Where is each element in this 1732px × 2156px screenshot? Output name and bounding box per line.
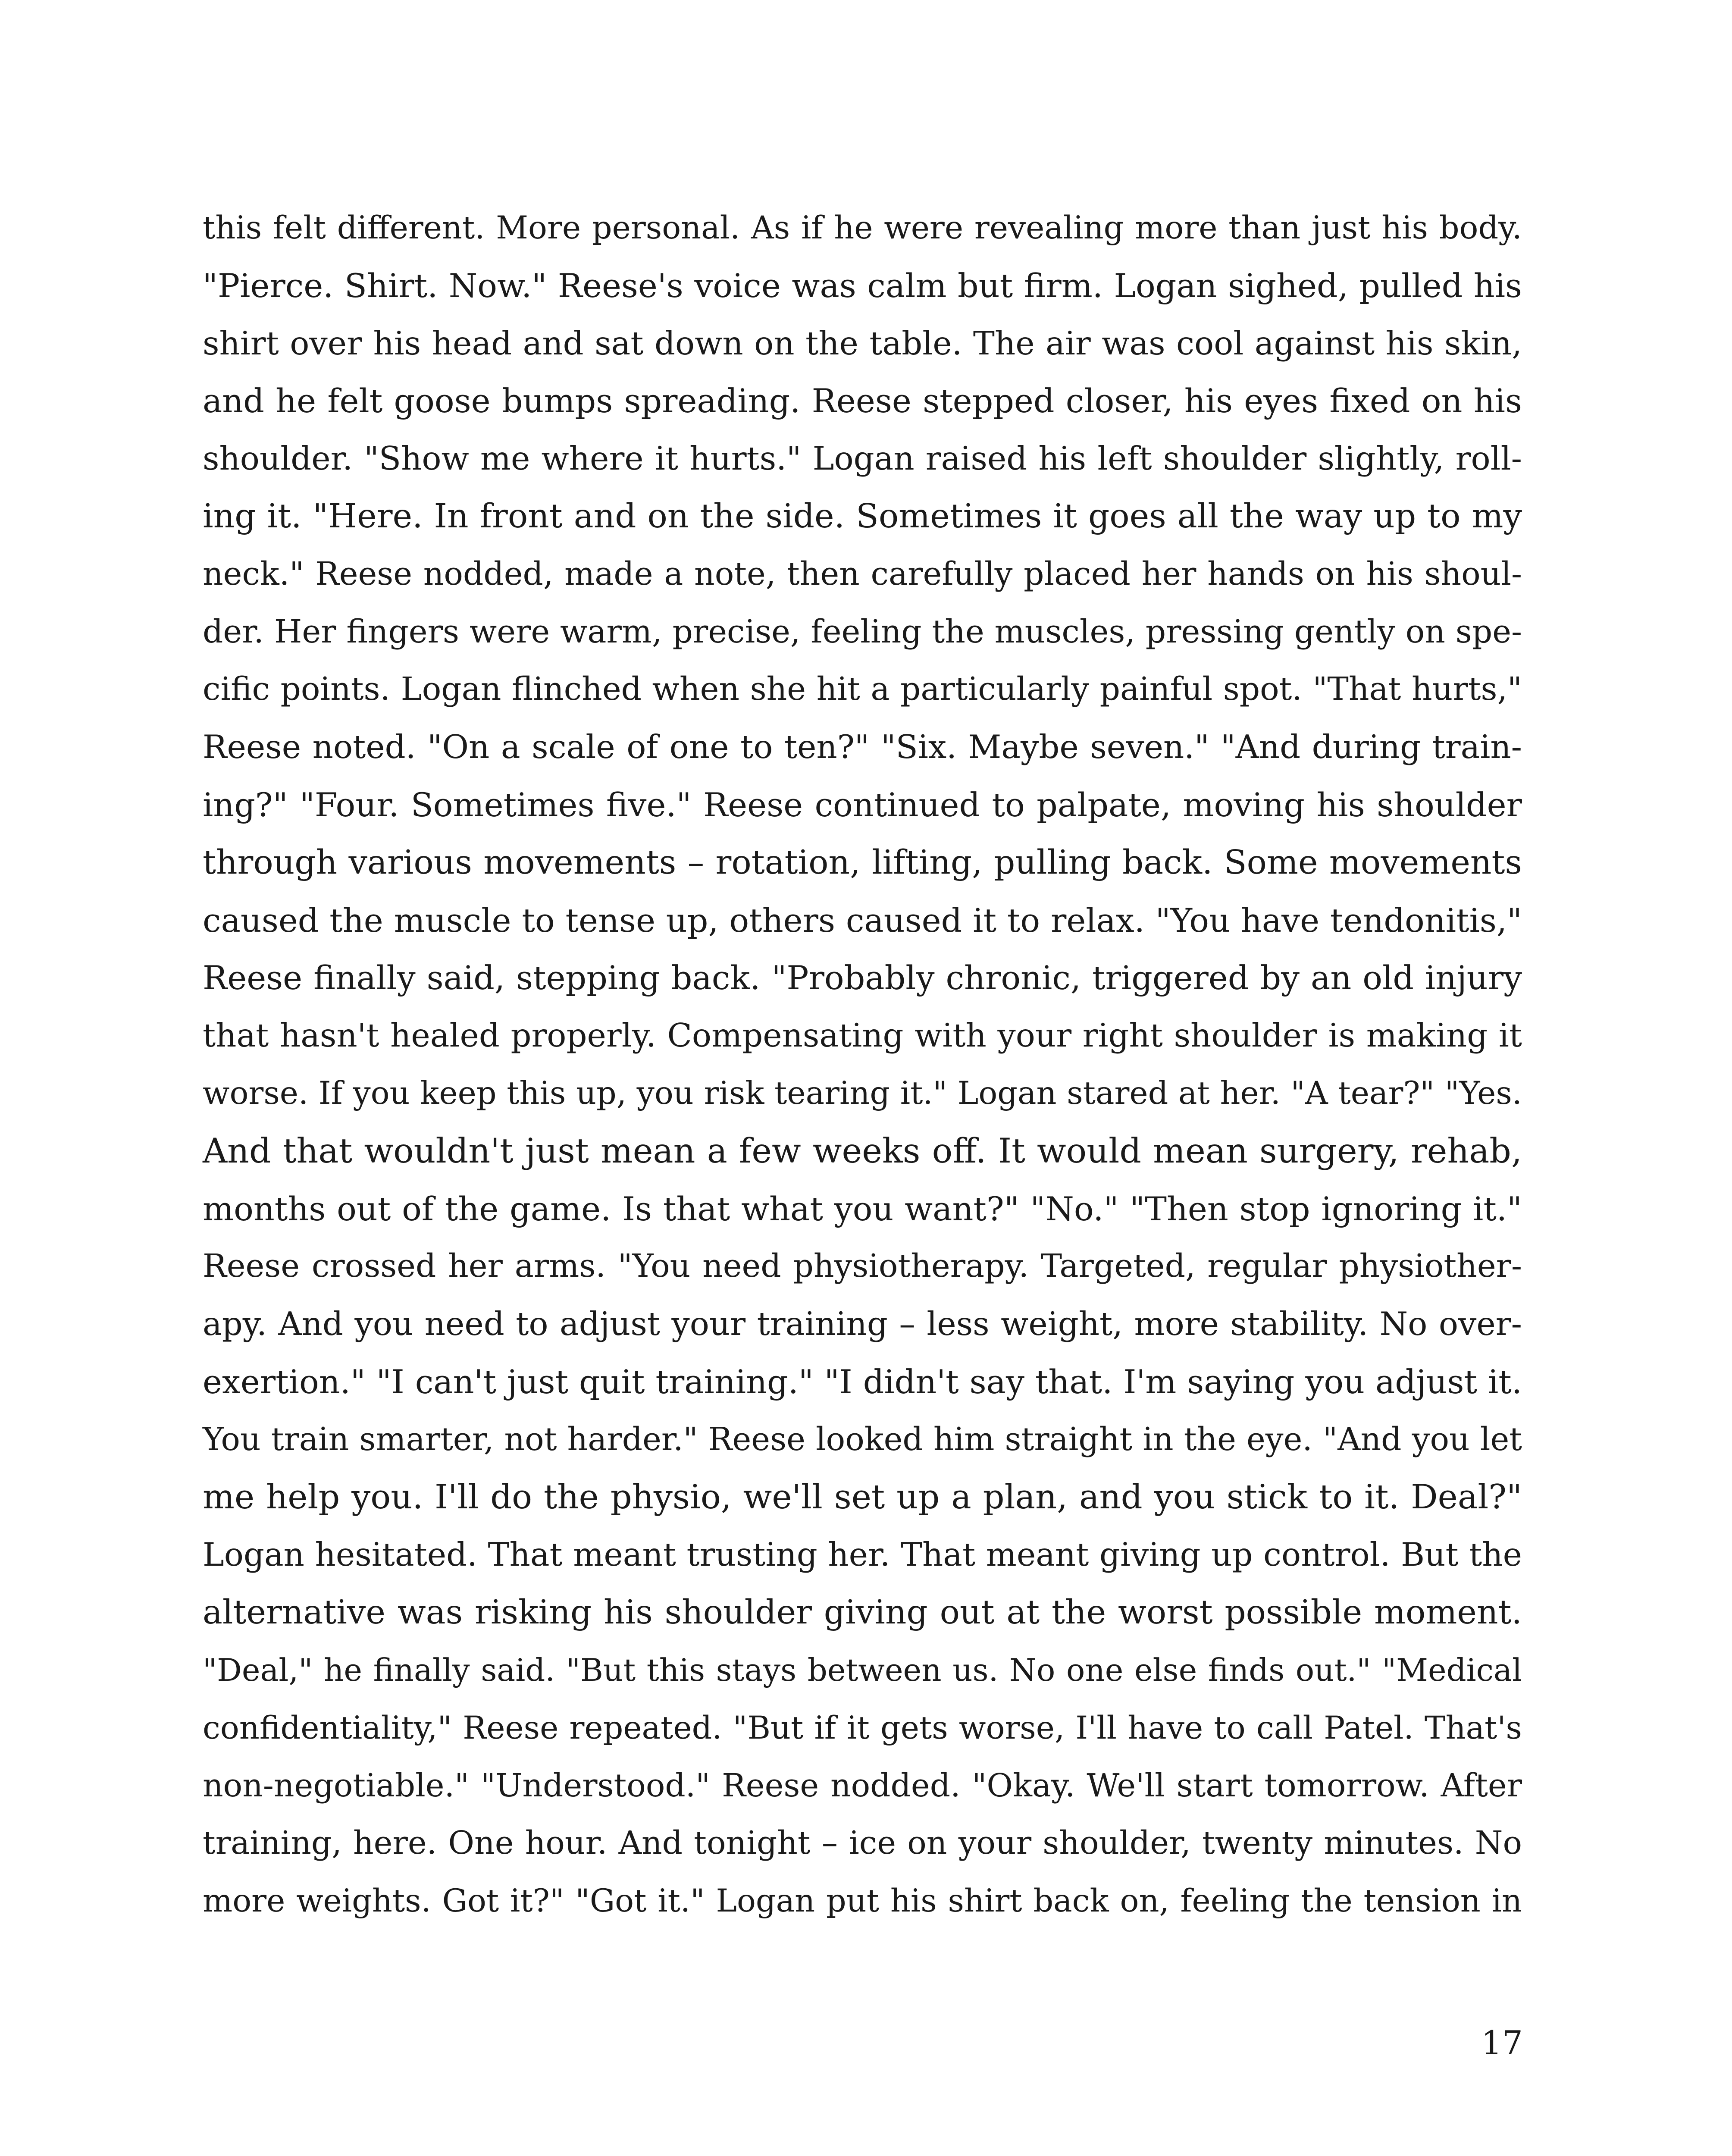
text-line: neck." Reese nodded, made a note, then carefully placed her hands on his shoul-	[203, 555, 1522, 592]
text-line: this felt different. More personal. As if he were revealing more than just his body.	[203, 210, 1522, 246]
text-line: Logan hesitated. That meant trusting her. That meant giving up control. But the	[203, 1536, 1522, 1574]
text-line: that hasn't healed properly. Compensating with your right shoulder is making it	[203, 1016, 1522, 1055]
text-line: shirt over his head and sat down on the table. The air was cool against his skin,	[203, 324, 1522, 362]
page-number: 17	[1481, 2024, 1523, 2062]
text-line: Reese noted. "On a scale of one to ten?" "Six. Maybe seven." "And during train-	[203, 728, 1522, 766]
text-line: training, here. One hour. And tonight – ice on your shoulder, twenty minutes. No	[203, 1824, 1522, 1862]
text-line: Reese crossed her arms. "You need physiotherapy. Targeted, regular physiother-	[203, 1247, 1522, 1285]
text-line: alternative was risking his shoulder giving out at the worst possible moment.	[203, 1593, 1522, 1632]
text-line: ing it. "Here. In front and on the side. Sometimes it goes all the way up to my	[203, 497, 1522, 536]
text-line: through various movements – rotation, lifting, pulling back. Some movements	[203, 843, 1522, 882]
text-line: apy. And you need to adjust your training – less weight, more stability. No over-	[203, 1305, 1522, 1343]
text-line: worse. If you keep this up, you risk tearing it." Logan stared at her. "A tear?" "Yes.	[203, 1075, 1522, 1112]
text-line: caused the muscle to tense up, others caused it to relax. "You have tendonitis,"	[203, 901, 1522, 940]
text-line: ing?" "Four. Sometimes five." Reese continued to palpate, moving his shoulder	[203, 785, 1522, 824]
text-line: Reese finally said, stepping back. "Probably chronic, triggered by an old injury	[203, 959, 1522, 997]
text-line: You train smarter, not harder." Reese looked him straight in the eye. "And you let	[203, 1420, 1522, 1458]
text-line: shoulder. "Show me where it hurts." Logan raised his left shoulder slightly, roll-	[203, 439, 1522, 478]
text-line: cific points. Logan flinched when she hit a particularly painful spot. "That hurts,"	[203, 671, 1522, 708]
text-line: And that wouldn't just mean a few weeks off. It would mean surgery, rehab,	[203, 1131, 1522, 1171]
text-line: "Deal," he finally said. "But this stays between us. No one else finds out." "Medical	[203, 1651, 1522, 1688]
text-line: and he felt goose bumps spreading. Reese stepped closer, his eyes fixed on his	[203, 382, 1522, 420]
text-line: exertion." "I can't just quit training." "I didn't say that. I'm saying you adjust it.	[203, 1362, 1522, 1401]
text-line: me help you. I'll do the physio, we'll set up a plan, and you stick to it. Deal?"	[203, 1477, 1522, 1517]
text-line: non-negotiable." "Understood." Reese nodded. "Okay. We'll start tomorrow. After	[203, 1767, 1522, 1804]
body-text	[203, 199, 1522, 1930]
text-line: more weights. Got it?" "Got it." Logan put his shirt back on, feeling the tension in	[203, 1883, 1522, 1920]
text-line: "Pierce. Shirt. Now." Reese's voice was calm but firm. Logan sighed, pulled his	[203, 266, 1522, 305]
text-line: confidentiality," Reese repeated. "But if it gets worse, I'll have to call Patel. That's	[203, 1709, 1522, 1746]
text-line: months out of the game. Is that what you want?" "No." "Then stop ignoring it."	[203, 1189, 1522, 1228]
text-line: der. Her fingers were warm, precise, feeling the muscles, pressing gently on spe-	[203, 613, 1522, 650]
